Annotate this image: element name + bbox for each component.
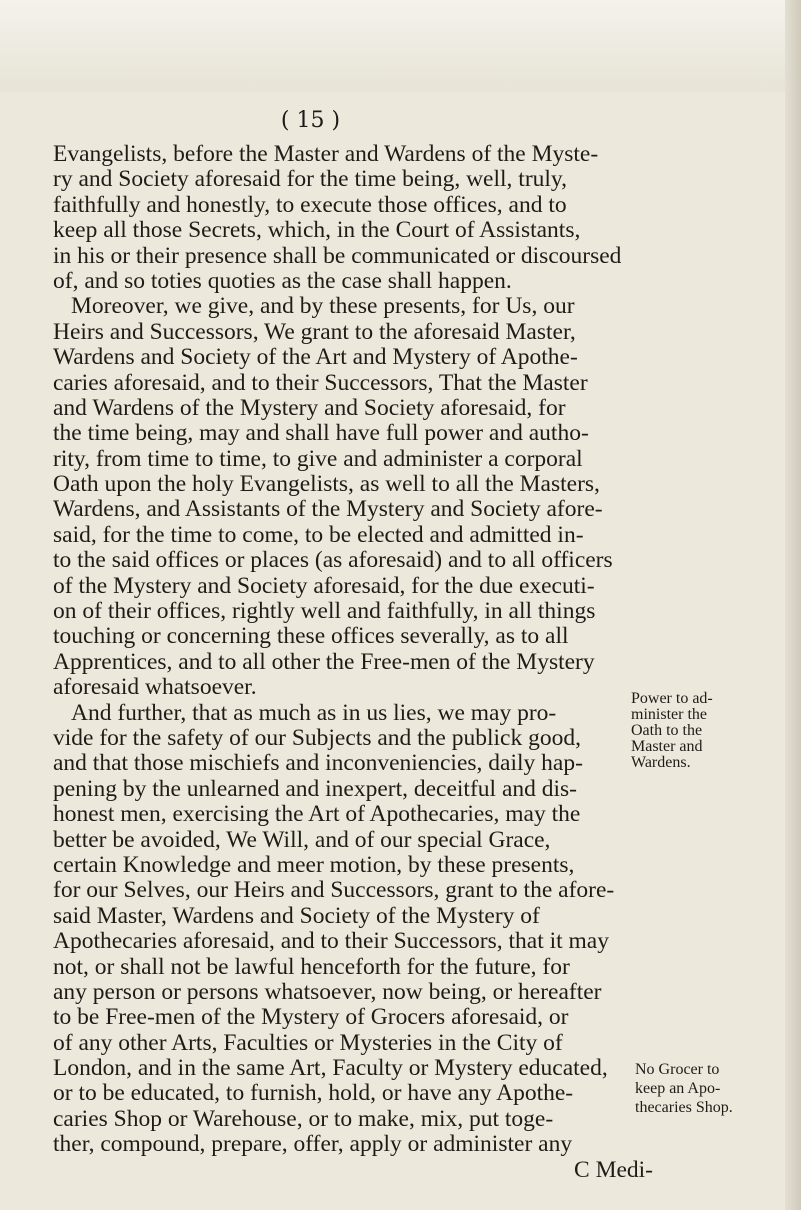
- text-line: Moreover, we give, and by these presents, for Us, our: [71, 294, 575, 320]
- margin-note-line: minister the: [631, 706, 707, 723]
- text-line: not, or shall not be lawful henceforth for the future, for: [53, 954, 570, 980]
- text-line: pening by the unlearned and inexpert, deceitful and dis-: [53, 776, 577, 802]
- body-text: [53, 142, 693, 1183]
- text-line: or to be educated, to furnish, hold, or have any Apothe-: [53, 1081, 574, 1107]
- margin-note-power-to-administer-oath: [631, 691, 713, 771]
- text-line: of any other Arts, Faculties or Mysteries in the City of: [53, 1030, 563, 1056]
- text-line: on of their offices, rightly well and faithfully, in all things: [53, 599, 596, 625]
- text-line: any person or persons whatsoever, now being, or hereafter: [53, 979, 602, 1005]
- text-line: Wardens and Society of the Art and Mystery of Apothe-: [53, 345, 578, 371]
- text-line: rity, from time to time, to give and administer a corporal: [53, 446, 583, 472]
- text-line: ther, compound, prepare, offer, apply or administer any: [53, 1132, 573, 1158]
- text-line: And further, that as much as in us lies, we may pro-: [71, 700, 557, 726]
- catchword-line: C Medi-: [574, 1157, 653, 1183]
- text-line: caries Shop or Warehouse, or to make, mix, put toge-: [53, 1106, 554, 1132]
- text-line: the time being, may and shall have full power and autho-: [53, 421, 589, 447]
- text-line: touching or concerning these offices severally, as to all: [53, 624, 569, 650]
- text-line: certain Knowledge and meer motion, by these presents,: [53, 852, 575, 878]
- text-line: and Wardens of the Mystery and Society aforesaid, for: [53, 395, 566, 421]
- text-line: aforesaid whatsoever.: [53, 675, 257, 701]
- margin-note-line: Oath to the: [631, 722, 703, 739]
- text-line: in his or their presence shall be communicated or discoursed: [53, 243, 622, 269]
- margin-note-line: Power to ad-: [631, 690, 713, 707]
- margin-note-line: Master and: [631, 738, 703, 755]
- margin-note-line: keep an Apo-: [635, 1080, 721, 1097]
- page-number: ( 15 ): [280, 108, 341, 133]
- text-line: ry and Society aforesaid for the time being, well, truly,: [53, 167, 568, 193]
- margin-note-line: No Grocer to: [635, 1061, 720, 1078]
- text-line: London, and in the same Art, Faculty or Mystery educated,: [53, 1056, 608, 1082]
- text-line: said Master, Wardens and Society of the Mystery of: [53, 903, 540, 929]
- page-gutter-shadow: [785, 0, 801, 1210]
- text-line: Apprentices, and to all other the Free-men of the Mystery: [53, 649, 595, 675]
- text-line: honest men, exercising the Art of Apothecaries, may the: [53, 802, 581, 828]
- margin-note-no-grocer: [635, 1060, 733, 1117]
- text-line: better be avoided, We Will, and of our special Grace,: [53, 827, 551, 853]
- text-line: Evangelists, before the Master and Wardens of the Myste-: [53, 142, 599, 167]
- text-line: to be Free-men of the Mystery of Grocers aforesaid, or: [53, 1005, 569, 1031]
- margin-note-line: thecaries Shop.: [635, 1099, 733, 1116]
- text-line: for our Selves, our Heirs and Successors, grant to the afore-: [53, 878, 615, 904]
- text-line: vide for the safety of our Subjects and the publick good,: [53, 725, 581, 751]
- text-line: to the said offices or places (as aforesaid) and to all officers: [53, 548, 613, 574]
- text-line: Heirs and Successors, We grant to the aforesaid Master,: [53, 319, 576, 345]
- text-line: caries aforesaid, and to their Successors, That the Master: [53, 370, 588, 396]
- text-line: said, for the time to come, to be elected and admitted in-: [53, 522, 584, 548]
- text-line: Oath upon the holy Evangelists, as well to all the Masters,: [53, 472, 600, 498]
- text-line: faithfully and honestly, to execute those offices, and to: [53, 192, 567, 218]
- margin-note-line: Wardens.: [631, 754, 691, 771]
- text-line: Apothecaries aforesaid, and to their Successors, that it may: [53, 929, 609, 955]
- text-line: keep all those Secrets, which, in the Court of Assistants,: [53, 218, 581, 244]
- text-line: of, and so toties quoties as the case shall happen.: [53, 268, 512, 294]
- text-line: of the Mystery and Society aforesaid, for the due executi-: [53, 573, 595, 599]
- text-line: Wardens, and Assistants of the Mystery and Society afore-: [53, 497, 603, 523]
- text-line: and that those mischiefs and inconveniencies, daily hap-: [53, 751, 583, 777]
- page-top-margin: [0, 0, 801, 92]
